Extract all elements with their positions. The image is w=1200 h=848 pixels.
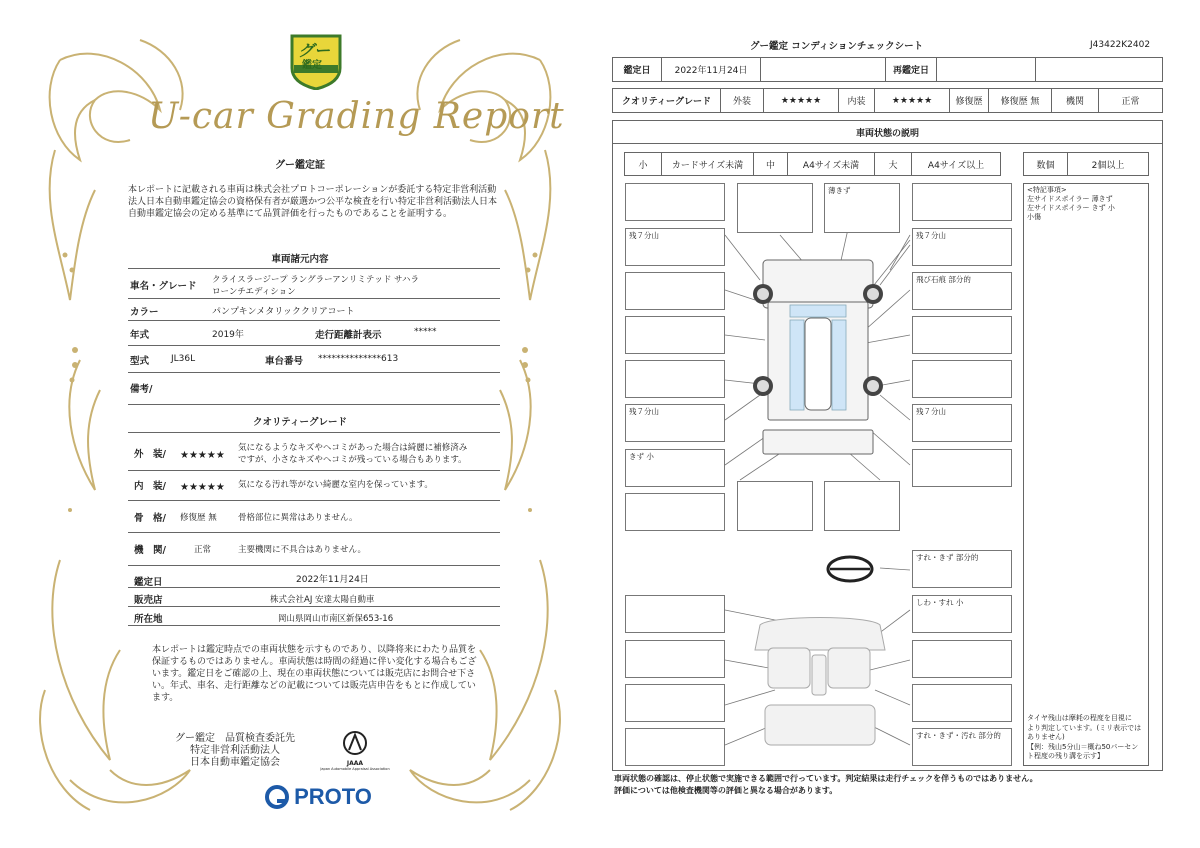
model-label: 型式 <box>130 356 150 367</box>
goo-kantei-badge <box>288 32 344 90</box>
divider <box>128 625 500 626</box>
tire-note-line: より判定しています。(ミリ表示では <box>1027 723 1142 732</box>
engine-label: 機関 <box>1051 88 1099 113</box>
tire-note-line: ありません) <box>1027 733 1065 741</box>
jaaa-text: JAAA <box>346 760 364 767</box>
damage-box <box>824 481 900 531</box>
damage-box <box>737 183 813 233</box>
name-grade-value-1: クライスラージープ ラングラーアンリミテッド サハラ <box>212 275 420 285</box>
damage-box-right-rear-tire: 残７分山 <box>912 404 1012 442</box>
legend-mid: 中 <box>753 152 788 176</box>
damage-box <box>625 493 725 531</box>
org-line-2: 特定非営利活動法人 <box>190 745 280 756</box>
chassis-label: 車台番号 <box>265 356 304 367</box>
exterior-stars: ★★★★★ <box>763 88 839 113</box>
chassis-value: **************613 <box>318 354 399 364</box>
proto-mark-icon <box>265 785 289 809</box>
divider <box>128 345 500 346</box>
count-value: 2個以上 <box>1067 152 1149 176</box>
damage-box <box>912 684 1012 722</box>
legend-mid-desc: A4サイズ未満 <box>787 152 875 176</box>
damage-box <box>625 728 725 766</box>
divider <box>128 404 500 405</box>
frame-label: 骨 格/ <box>134 513 166 524</box>
interior-label: 内 装/ <box>134 481 166 492</box>
exterior-desc-2: ですが、小さなキズやヘコミが残っている場合もあります。 <box>238 455 467 465</box>
inspection-date-value: 2022年11月24日 <box>296 575 369 585</box>
damage-box <box>625 684 725 722</box>
jaaa-subtext: Japan Automobile Appraisal Association <box>320 767 390 771</box>
spec-section-title: 車両諸元内容 <box>271 254 329 265</box>
color-value: パンプキンメタリッククリアコート <box>212 307 355 317</box>
notes-line: 左サイドスポイラー きず 小 <box>1027 204 1115 212</box>
quality-grade-label: クオリティーグレード <box>612 88 721 113</box>
exterior-stars: ★★★★★ <box>180 450 225 461</box>
sheet-code: J43422K2402 <box>1090 40 1151 50</box>
damage-box <box>625 640 725 678</box>
divider <box>128 532 500 533</box>
exterior-label: 外装 <box>720 88 764 113</box>
divider <box>128 432 500 433</box>
jaaa-emblem-icon <box>341 730 369 756</box>
mileage-label: 走行距離計表示 <box>315 330 382 341</box>
divider <box>128 298 500 299</box>
engine-label: 機 関/ <box>134 545 166 556</box>
interior-label: 内装 <box>838 88 875 113</box>
legend-small-desc: カードサイズ未満 <box>661 152 754 176</box>
address-label: 所在地 <box>134 614 163 625</box>
name-grade-value-2: ローンチエディション <box>212 287 296 297</box>
badge-main-text: 鑑定 <box>302 60 322 71</box>
sheet-date-label: 鑑定日 <box>612 57 662 82</box>
condition-check-sheet <box>600 0 1200 848</box>
model-value: JL36L <box>171 354 196 364</box>
remarks-label: 備考/ <box>130 384 153 395</box>
disclaimer-note: 本レポートは鑑定時点での車両状態を示すものであり、以降将来にわたり品質を保証するものではありません。車両状態は時間の経過に伴い変化する場合もございます。鑑定日をご確認の上、現在の車両状態については販売店にお問合せ下さい。年式、車名、走行距離などの記載については販売店申告をもとに作成しています。 <box>152 645 477 703</box>
damage-box-left-scratch: きず 小 <box>625 449 725 487</box>
sheet-date-value: 2022年11月24日 <box>661 57 761 82</box>
damage-box <box>912 449 1012 487</box>
notes-heading: <特記事項> <box>1027 186 1067 194</box>
divider <box>128 268 500 269</box>
engine-value: 正常 <box>194 545 212 555</box>
notes-line: 左サイドスポイラー 薄きず <box>1027 195 1113 203</box>
engine-desc: 主要機関に不具合はありません。 <box>238 545 367 555</box>
divider <box>128 500 500 501</box>
condition-title: 車両状態の説明 <box>612 120 1163 144</box>
damage-box <box>625 183 725 221</box>
damage-box-right-front-tire: 残７分山 <box>912 228 1012 266</box>
interior-stars: ★★★★★ <box>874 88 950 113</box>
certificate-subtitle: グー鑑定証 <box>275 160 325 171</box>
damage-box <box>625 595 725 633</box>
jaaa-logo <box>315 730 395 780</box>
repair-history-label: 修復歴 <box>949 88 989 113</box>
address-value: 岡山県岡山市南区新保653-16 <box>278 614 394 624</box>
exterior-desc-1: 気になるようなキズやヘコミがあった場合は綺麗に補修済み <box>238 443 468 453</box>
steering-wheel-icon <box>828 557 872 581</box>
damage-box-left-front-tire: 残７分山 <box>625 228 725 266</box>
proto-logo <box>265 784 372 810</box>
divider <box>128 372 500 373</box>
damage-box <box>912 316 1012 354</box>
tire-note-line: 【例：残山5分山＝概ね50パーセン <box>1027 742 1139 751</box>
divider <box>128 587 500 588</box>
damage-box <box>912 360 1012 398</box>
damage-box <box>737 481 813 531</box>
dealer-label: 販売店 <box>134 595 163 606</box>
damage-box-stone-chip: 飛び石痕 部分的 <box>912 272 1012 310</box>
tire-note-line: ト程度の残り溝を示す】 <box>1027 752 1104 760</box>
legend-large-desc: A4サイズ以上 <box>911 152 1001 176</box>
org-line-1: グー鑑定 品質検査委託先 <box>175 733 295 744</box>
damage-box <box>625 360 725 398</box>
legend-large: 大 <box>874 152 912 176</box>
interior-stars: ★★★★★ <box>180 482 225 493</box>
report-title: U-car Grading Report <box>148 96 565 137</box>
sheet-footer-2: 評価については他検査機関等の評価と異なる場合があります。 <box>614 786 838 795</box>
year-label: 年式 <box>130 330 150 341</box>
sheet-title: グー鑑定 コンディションチェックシート <box>750 41 924 52</box>
mileage-value: ***** <box>414 327 437 337</box>
proto-text: PROTO <box>294 784 372 809</box>
damage-box-interior-wrinkle: しわ・すれ 小 <box>912 595 1012 633</box>
frame-desc: 骨格部位に異常はありません。 <box>238 513 358 523</box>
repair-history-value: 修復歴 無 <box>988 88 1052 113</box>
year-value: 2019年 <box>212 330 244 340</box>
tire-note-line: タイヤ残山は摩耗の程度を目視に <box>1027 714 1132 722</box>
count-label: 数個 <box>1023 152 1068 176</box>
dealer-value: 株式会社AJ 安達太陽自動車 <box>270 595 375 605</box>
organization-block <box>160 733 310 769</box>
color-label: カラー <box>130 307 159 318</box>
org-line-3: 日本自動車鑑定協会 <box>190 757 280 768</box>
damage-box-interior-stain: すれ・きず・汚れ 部分的 <box>912 728 1012 766</box>
badge-top-text: グー <box>298 41 331 60</box>
quality-section-title: クオリティーグレード <box>252 417 348 428</box>
certificate-intro: 本レポートに記載される車両は株式会社プロトコーポレーションが委託する特定非営利活動法人日本自動車鑑定協会の資格保有者が厳選かつ公平な検査を行い特定非営利活動法人日本自動車鑑定協会の定める基準にて品質評価を行ったものであることを証明する。 <box>128 185 498 219</box>
damage-box <box>912 640 1012 678</box>
damage-box <box>625 272 725 310</box>
divider <box>128 320 500 321</box>
exterior-label: 外 装/ <box>134 449 166 460</box>
frame-value: 修復歴 無 <box>180 513 217 523</box>
damage-box-front-light-scratch: 薄きず <box>824 183 900 233</box>
damage-box <box>912 183 1012 221</box>
engine-value: 正常 <box>1098 88 1163 113</box>
notes-line: 小傷 <box>1027 213 1041 221</box>
damage-box <box>625 316 725 354</box>
name-grade-label: 車名・グレード <box>130 281 197 292</box>
interior-desc: 気になる汚れ等がない綺麗な室内を保っています。 <box>238 480 433 490</box>
divider <box>128 565 500 566</box>
inspection-date-label: 鑑定日 <box>134 577 163 588</box>
sheet-footer-1: 車両状態の確認は、停止状態で実施できる範囲で行っています。判定結果は走行チェックを伴うものではありません。 <box>614 774 1038 783</box>
reinspect-date-label: 再鑑定日 <box>885 57 937 82</box>
damage-box-left-rear-tire: 残７分山 <box>625 404 725 442</box>
divider <box>128 606 500 607</box>
legend-small: 小 <box>624 152 662 176</box>
divider <box>128 470 500 471</box>
damage-box-steering: すれ・きず 部分的 <box>912 550 1012 588</box>
